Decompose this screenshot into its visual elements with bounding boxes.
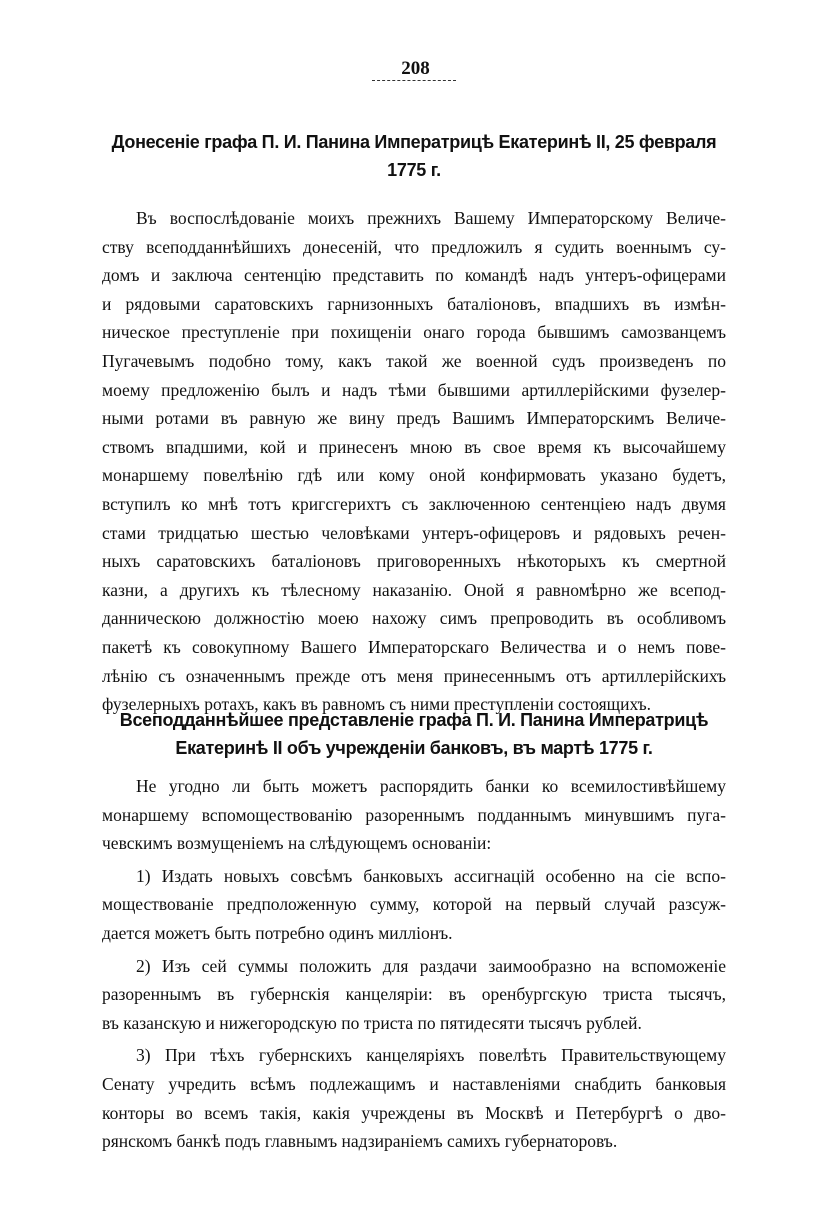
- text-line: Въ воспослѣдованіе моихъ прежнихъ Вашему Императорскому Величе-: [136, 208, 726, 228]
- text-line: вступилъ ко мнѣ тотъ кригсгерихтъ съ заключенною сентенціею надъ двумя: [102, 493, 726, 514]
- text-line: монаршему вспомоществованію разореннымъ подданнымъ минувшимъ пуга-: [102, 804, 726, 825]
- paragraph: [102, 862, 726, 948]
- title-line: 1775 г.: [387, 160, 441, 180]
- title-line: Донесеніе графа П. И. Панина Императрицѣ Екатеринѣ II, 25 февраля: [111, 132, 717, 152]
- document-2-body: [102, 772, 726, 1156]
- text-line: ствомъ впадшими, кой и принесенъ мною въ свое время къ высочайшему: [102, 436, 726, 457]
- text-line: 1) Издать новыхъ совсѣмъ банковыхъ ассигнацій особенно на сіе вспо-: [136, 865, 726, 886]
- text-line: ническое преступленіе при похищеніи онаго города бывшимъ самозванцемъ: [102, 322, 726, 343]
- text-line: разореннымъ въ губернскія канцеляріи: въ оренбургскую триста тысячъ,: [102, 984, 726, 1005]
- paragraph: [102, 204, 726, 719]
- paragraph: [102, 1041, 726, 1155]
- text-line: монаршему повелѣнію гдѣ или кому оной конфирмовать указано будетъ,: [102, 465, 726, 486]
- document-1-body: [102, 204, 726, 719]
- paragraph: [102, 772, 726, 858]
- text-line: стами тридцатью шестью человѣками унтеръ-офицеровъ и рядовыхъ речен-: [102, 522, 726, 543]
- text-line: лѣнію съ означеннымъ прежде отъ меня принесеннымъ отъ артиллерійскихъ: [102, 665, 726, 686]
- text-line: Пугачевымъ подобно тому, какъ такой же военной судъ произведенъ по: [102, 350, 726, 371]
- text-line: данническою должностію моею нахожу симъ препроводить въ особливомъ: [102, 608, 726, 629]
- text-line: дается можетъ быть потребно одинъ милліонъ.: [102, 922, 453, 943]
- text-line: 3) При тѣхъ губернскихъ канцеляріяхъ повелѣть Правительствующему: [136, 1045, 726, 1066]
- text-line: 2) Изъ сей суммы положить для раздачи заимообразно на вспоможеніе: [136, 955, 726, 976]
- text-line: и рядовыми саратовскихъ гарнизонныхъ баталіоновъ, впадшихъ въ измѣн-: [102, 293, 726, 314]
- text-line: конторы во всемъ такія, какія учреждены въ Москвѣ и Петербургѣ о дво-: [102, 1102, 726, 1123]
- text-line: рянскомъ банкѣ подъ главнымъ надзираніемъ самихъ губернаторовъ.: [102, 1131, 618, 1152]
- text-line: ными ротами въ равную же вину предъ Вашимъ Императорскимъ Величе-: [102, 408, 726, 429]
- text-line: ныхъ саратовскихъ баталіоновъ приговоренныхъ нѣкоторыхъ къ смертной: [102, 551, 726, 572]
- page-number: 208: [401, 58, 430, 79]
- page-number-rule: [372, 80, 456, 81]
- text-line: пакетѣ къ совокупному Вашего Императорскаго Величества и о немъ пове-: [102, 636, 726, 657]
- title-line: Всеподданнѣйшее представленіе графа П. И. Панина Императрицѣ: [119, 710, 709, 730]
- paragraph: [102, 952, 726, 1038]
- text-line: въ казанскую и нижегородскую по триста по пятидесяти тысячъ рублей.: [102, 1012, 642, 1033]
- text-line: Сенату учредить всѣмъ подлежащимъ и наставленіями снабдить банковыя: [102, 1073, 726, 1094]
- document-1-title: [100, 128, 728, 184]
- text-line: фузелерныхъ ротахъ, какъ въ равномъ съ ними преступленіи состоящихъ.: [102, 694, 652, 715]
- document-2-title: [100, 706, 728, 762]
- text-line: чевскимъ возмущеніемъ на слѣдующемъ основаніи:: [102, 833, 492, 854]
- text-line: казни, а другихъ къ тѣлесному наказанію. Оной я равномѣрно же всепод-: [102, 579, 726, 600]
- text-line: домъ и заключа сентенцію представить по командѣ надъ унтеръ-офицерами: [102, 265, 726, 286]
- title-line: Екатеринѣ II объ учрежденіи банковъ, въ мартѣ 1775 г.: [175, 738, 653, 758]
- text-line: моществованіе предположенную сумму, которой на первый случай разсуж-: [102, 894, 726, 915]
- text-line: Не угодно ли быть можетъ распорядить банки ко всемилостивѣйшему: [136, 776, 726, 796]
- text-line: ству всеподданнѣйшихъ донесеній, что предложилъ я судить военнымъ су-: [102, 236, 726, 257]
- text-line: моему предложенію былъ и надъ тѣми бывшими артиллерійскими фузелер-: [102, 379, 726, 400]
